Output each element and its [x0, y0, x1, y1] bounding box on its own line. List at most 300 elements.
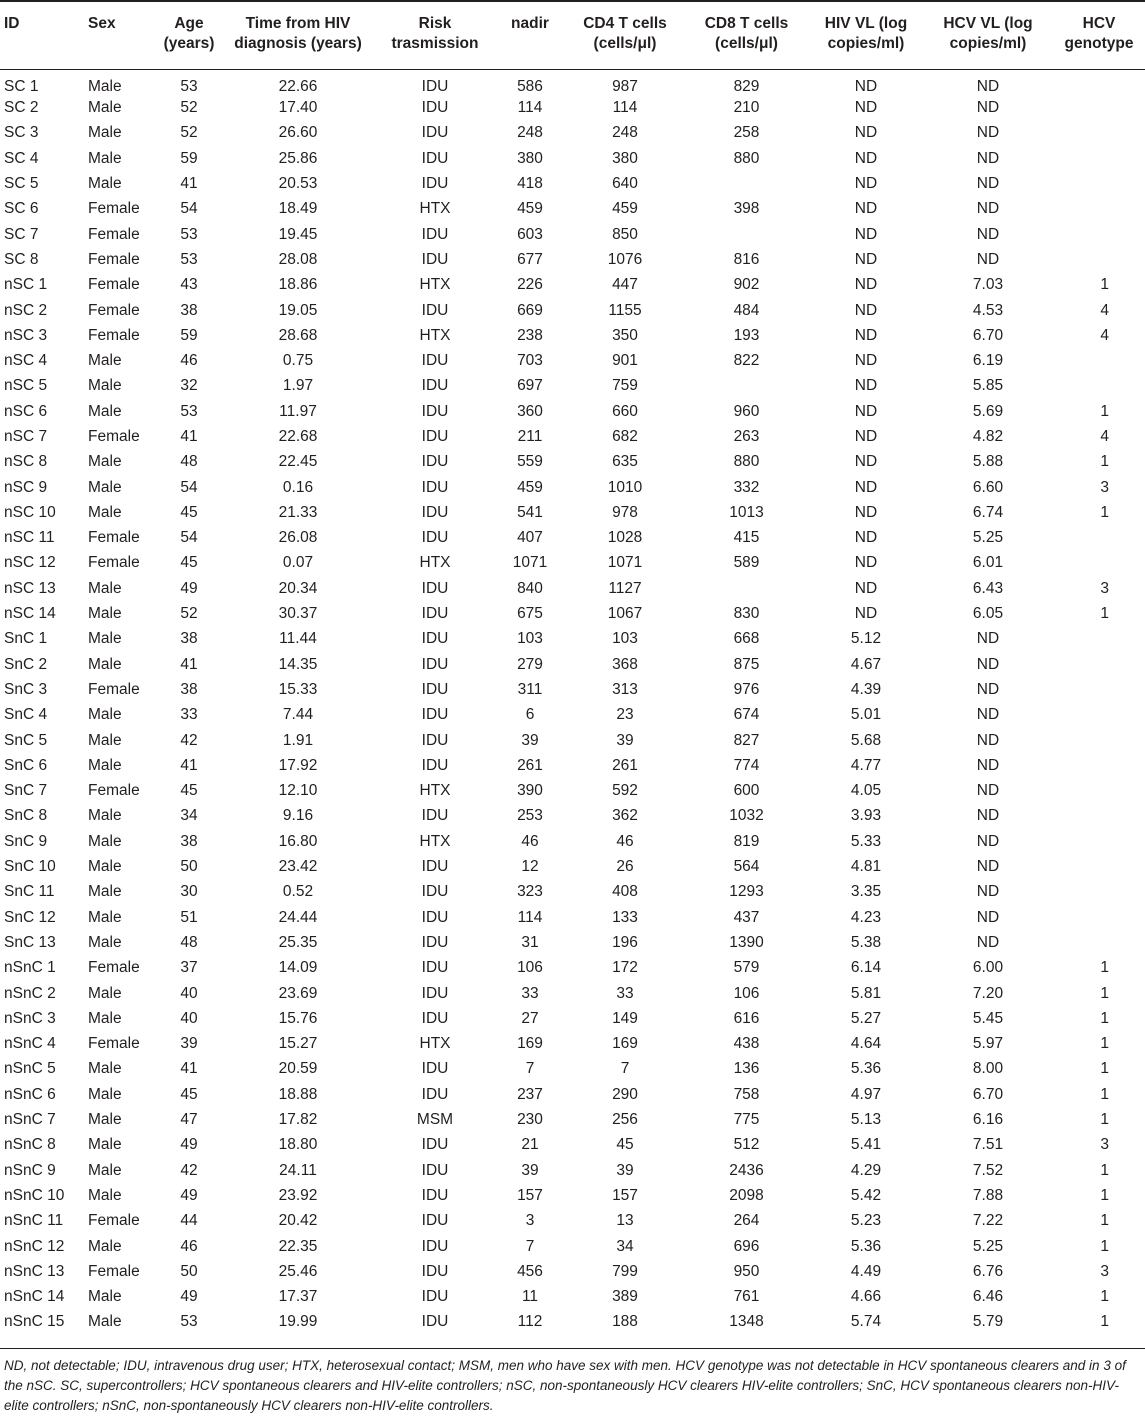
cell-sex: Female: [88, 326, 140, 344]
cell-age: 46: [180, 1237, 198, 1255]
cell-hcv-vl: 4.53: [972, 301, 1004, 319]
cell-hiv-vl: ND: [854, 200, 878, 218]
cell-hcv-genotype: [1053, 96, 1145, 121]
cell-hcv-genotype: [1053, 854, 1145, 879]
table-row: [0, 703, 1145, 728]
cell-hcv-genotype: [1053, 930, 1145, 955]
cell-hiv-vl: ND: [854, 276, 878, 294]
cell-sex: Male: [88, 579, 122, 597]
cell-nadir: 697: [517, 377, 543, 395]
table-row: [0, 399, 1145, 424]
column-header-line: Time from HIV: [245, 15, 351, 32]
cell-nadir: 3: [525, 1212, 535, 1230]
cell-sex: Female: [88, 1262, 140, 1280]
cell-age: 59: [180, 326, 198, 344]
cell-risk-transmission: IDU: [421, 959, 449, 977]
cell-time-from-hiv-diagnosis: 24.44: [278, 908, 318, 926]
cell-nadir: 1071: [512, 554, 548, 572]
cell-cd4-t-cells: 1010: [607, 478, 643, 496]
cell-age: 38: [180, 630, 198, 648]
cell-nadir: 238: [517, 326, 543, 344]
cell-hcv-vl: 7.03: [972, 276, 1004, 294]
cell-id: nSnC 12: [4, 1237, 65, 1255]
table-row: [0, 1107, 1145, 1132]
table-row: [0, 323, 1145, 348]
cell-cd4-t-cells: 39: [616, 1161, 634, 1179]
cell-sex: Male: [88, 630, 122, 648]
cell-id: nSnC 8: [4, 1136, 56, 1154]
cell-hiv-vl: 4.64: [850, 1035, 882, 1053]
cell-nadir: 840: [517, 579, 543, 597]
cell-cd4-t-cells: 1155: [608, 301, 642, 319]
cell-risk-transmission: IDU: [421, 1009, 449, 1027]
cell-nadir: 418: [517, 175, 543, 193]
cell-sex: Female: [88, 200, 140, 218]
cell-nadir: 459: [517, 200, 543, 218]
cell-hcv-genotype: 1: [1100, 984, 1109, 1002]
cell-age: 44: [180, 1212, 198, 1230]
cell-nadir: 407: [517, 529, 543, 547]
cell-id: nSC 1: [4, 276, 48, 294]
cell-hcv-genotype: [1053, 526, 1145, 551]
column-header-line: Age: [174, 15, 204, 32]
cell-cd4-t-cells: 987: [612, 77, 638, 95]
cell-risk-transmission: MSM: [416, 1111, 454, 1129]
cell-age: 41: [180, 428, 198, 445]
table-row: [0, 1158, 1145, 1183]
cell-hiv-vl: ND: [854, 453, 878, 471]
cell-cd8-t-cells: 774: [733, 756, 760, 774]
cell-time-from-hiv-diagnosis: 18.86: [278, 276, 318, 294]
cell-sex: Female: [88, 276, 140, 294]
cell-hcv-vl: 7.51: [972, 1136, 1004, 1154]
cell-cd8-t-cells: 950: [733, 1262, 760, 1280]
cell-cd8-t-cells: 600: [733, 782, 760, 800]
cell-sex: Male: [88, 1136, 122, 1154]
cell-cd8-t-cells: 1032: [729, 807, 764, 825]
cell-hiv-vl: ND: [854, 503, 878, 521]
cell-hcv-vl: 5.25: [972, 1237, 1004, 1255]
cell-hcv-vl: 6.19: [972, 352, 1004, 370]
table-row: [0, 930, 1145, 955]
cell-hcv-genotype: 1: [1100, 453, 1109, 471]
cell-hcv-vl: 6.60: [972, 478, 1004, 496]
cell-cd8-t-cells: 415: [733, 529, 760, 547]
cell-nadir: 703: [517, 352, 543, 370]
cell-risk-transmission: IDU: [421, 453, 449, 471]
column-header-line: Sex: [88, 15, 116, 32]
cell-cd4-t-cells: 635: [612, 453, 638, 471]
cell-hcv-vl: 5.79: [972, 1313, 1004, 1331]
cell-cd8-t-cells: 761: [733, 1288, 760, 1306]
cell-cd8-t-cells: 258: [733, 124, 760, 142]
cell-nadir: 323: [517, 883, 543, 901]
cell-risk-transmission: IDU: [421, 428, 449, 445]
cell-age: 45: [180, 1085, 198, 1103]
cell-sex: Female: [88, 959, 140, 977]
table-row: [0, 222, 1145, 247]
cell-id: nSnC 7: [4, 1111, 56, 1129]
cell-hcv-genotype: [1053, 753, 1145, 778]
cell-time-from-hiv-diagnosis: 15.33: [278, 680, 318, 698]
cell-cd8-t-cells: 960: [733, 402, 760, 420]
cell-id: nSnC 2: [4, 984, 56, 1002]
cell-age: 49: [180, 579, 198, 597]
table-body: [0, 69, 1145, 1335]
cell-hiv-vl: 4.81: [850, 858, 882, 876]
cell-cd8-t-cells: 830: [733, 605, 760, 623]
cell-hcv-vl: ND: [976, 933, 1000, 951]
cell-nadir: 226: [517, 276, 543, 294]
cell-hiv-vl: 5.36: [850, 1237, 882, 1255]
cell-hiv-vl: 5.38: [850, 933, 882, 951]
cell-hiv-vl: ND: [854, 478, 878, 496]
cell-sex: Male: [88, 99, 122, 117]
cell-risk-transmission: HTX: [419, 782, 451, 800]
cell-hcv-genotype: 1: [1100, 1060, 1109, 1078]
cell-id: nSnC 10: [4, 1186, 65, 1204]
cell-age: 45: [180, 782, 198, 800]
cell-hcv-vl: ND: [976, 883, 1000, 901]
cell-hcv-genotype: 1: [1100, 1161, 1109, 1179]
table-row: [0, 677, 1145, 702]
cell-sex: Female: [88, 225, 140, 243]
cell-time-from-hiv-diagnosis: 21.33: [278, 503, 318, 521]
cell-cd8-t-cells: [684, 222, 809, 247]
cell-cd4-t-cells: 290: [612, 1085, 638, 1103]
table-row: [0, 424, 1145, 449]
cell-cd8-t-cells: 438: [733, 1035, 760, 1053]
table-row: [0, 576, 1145, 601]
cell-hcv-genotype: [1053, 728, 1145, 753]
cell-hcv-genotype: [1053, 804, 1145, 829]
cell-cd8-t-cells: 437: [733, 908, 760, 926]
cell-cd4-t-cells: 13: [616, 1212, 634, 1230]
cell-cd8-t-cells: 1390: [729, 933, 764, 951]
cell-hcv-genotype: 1: [1100, 503, 1109, 521]
cell-time-from-hiv-diagnosis: 22.66: [278, 77, 318, 95]
column-header-line: genotype: [1064, 35, 1134, 52]
cell-time-from-hiv-diagnosis: 28.68: [278, 326, 318, 344]
cell-sex: Male: [88, 706, 122, 724]
cell-risk-transmission: HTX: [419, 832, 451, 850]
cell-hcv-vl: 6.01: [972, 554, 1004, 572]
cell-hiv-vl: 3.93: [850, 807, 882, 825]
cell-id: SnC 1: [4, 630, 48, 648]
table-row: [0, 1284, 1145, 1309]
cell-nadir: 380: [517, 149, 543, 167]
cell-risk-transmission: IDU: [421, 630, 449, 648]
cell-sex: Male: [88, 883, 122, 901]
cell-nadir: 39: [521, 731, 539, 749]
column-header-hiv-vl: [809, 1, 923, 69]
cell-id: nSnC 9: [4, 1161, 56, 1179]
cell-cd8-t-cells: 976: [733, 680, 760, 698]
cell-hiv-vl: 4.67: [850, 655, 882, 673]
cell-cd8-t-cells: 827: [733, 731, 760, 749]
cell-time-from-hiv-diagnosis: 17.92: [278, 756, 318, 774]
cell-hcv-vl: 5.85: [972, 377, 1004, 395]
cell-nadir: 7: [525, 1237, 535, 1255]
cell-sex: Female: [88, 250, 140, 268]
cell-hcv-vl: ND: [976, 858, 1000, 876]
cell-sex: Male: [88, 832, 122, 850]
cell-nadir: 27: [521, 1009, 539, 1027]
cell-sex: Male: [88, 453, 122, 471]
cell-time-from-hiv-diagnosis: 24.11: [279, 1161, 317, 1179]
cell-hcv-genotype: 1: [1100, 605, 1109, 623]
cell-hcv-vl: 4.82: [972, 428, 1004, 445]
table-row: [0, 450, 1145, 475]
table-row: [0, 1082, 1145, 1107]
cell-age: 49: [180, 1186, 198, 1204]
cell-risk-transmission: IDU: [421, 175, 449, 193]
cell-risk-transmission: IDU: [421, 124, 449, 142]
table-row: [0, 1259, 1145, 1284]
cell-hcv-vl: 6.43: [972, 579, 1004, 597]
cell-cd4-t-cells: 1067: [607, 605, 643, 623]
cell-risk-transmission: HTX: [419, 554, 451, 572]
table-row: [0, 1057, 1145, 1082]
cell-hiv-vl: ND: [854, 428, 878, 445]
cell-hcv-genotype: 1: [1100, 1237, 1109, 1255]
cell-time-from-hiv-diagnosis: 12.10: [278, 782, 318, 800]
cell-hcv-genotype: 1: [1100, 959, 1109, 977]
cell-nadir: 11: [521, 1288, 539, 1306]
cell-hcv-vl: ND: [976, 832, 1000, 850]
cell-sex: Male: [88, 402, 122, 420]
cell-age: 43: [180, 276, 198, 294]
table-row: [0, 247, 1145, 272]
column-header-sex: [84, 1, 158, 69]
cell-cd4-t-cells: 1028: [607, 529, 643, 547]
column-header-hcv-genotype: [1053, 1, 1145, 69]
cell-sex: Female: [88, 301, 140, 319]
cell-risk-transmission: IDU: [421, 1161, 449, 1179]
cell-age: 45: [180, 503, 198, 521]
cell-cd8-t-cells: 880: [733, 149, 760, 167]
table-row: [0, 880, 1145, 905]
cell-risk-transmission: IDU: [421, 807, 449, 825]
cell-age: 41: [180, 756, 198, 774]
cell-age: 53: [180, 250, 198, 268]
cell-age: 40: [180, 984, 198, 1002]
cell-cd4-t-cells: 799: [612, 1262, 638, 1280]
cell-hcv-vl: ND: [976, 175, 1000, 193]
table-row: [0, 374, 1145, 399]
cell-sex: Female: [88, 782, 140, 800]
cell-age: 34: [180, 807, 198, 825]
cell-hcv-genotype: [1053, 374, 1145, 399]
cell-time-from-hiv-diagnosis: 26.08: [278, 529, 318, 547]
table-row: [0, 753, 1145, 778]
cell-cd8-t-cells: 210: [733, 99, 760, 117]
cell-age: 41: [180, 1060, 198, 1078]
cell-risk-transmission: IDU: [421, 1212, 449, 1230]
cell-age: 47: [180, 1111, 198, 1129]
cell-time-from-hiv-diagnosis: 22.45: [278, 453, 318, 471]
cell-age: 59: [180, 149, 198, 167]
cell-risk-transmission: IDU: [421, 756, 449, 774]
cell-cd8-t-cells: 902: [733, 276, 760, 294]
cell-hcv-vl: 7.22: [972, 1212, 1004, 1230]
cell-hcv-vl: 5.45: [972, 1009, 1004, 1027]
cell-hcv-vl: ND: [976, 655, 1000, 673]
table-header-row: [0, 1, 1145, 69]
table-row: [0, 526, 1145, 551]
column-header-nadir: [494, 1, 566, 69]
cell-cd4-t-cells: 39: [616, 731, 634, 749]
cell-nadir: 390: [517, 782, 543, 800]
cell-cd8-t-cells: 193: [733, 326, 760, 344]
cell-cd4-t-cells: 103: [612, 630, 638, 648]
cell-id: nSC 6: [4, 402, 48, 420]
cell-time-from-hiv-diagnosis: 20.34: [278, 579, 318, 597]
cell-age: 51: [180, 908, 198, 926]
cell-cd4-t-cells: 7: [620, 1060, 630, 1078]
cell-cd8-t-cells: 512: [733, 1136, 760, 1154]
cell-risk-transmission: IDU: [421, 225, 449, 243]
cell-hcv-genotype: [1053, 197, 1145, 222]
cell-risk-transmission: IDU: [421, 1186, 449, 1204]
cell-cd4-t-cells: 389: [612, 1288, 638, 1306]
column-header-line: CD8 T cells: [704, 15, 789, 32]
cell-hcv-genotype: 4: [1100, 301, 1109, 319]
cell-cd4-t-cells: 256: [612, 1111, 638, 1129]
cell-sex: Male: [88, 1111, 122, 1129]
table-row: [0, 854, 1145, 879]
table-row: [0, 171, 1145, 196]
cell-sex: Male: [88, 731, 122, 749]
cell-id: nSC 4: [4, 352, 48, 370]
cell-risk-transmission: IDU: [421, 77, 449, 95]
cell-nadir: 311: [517, 680, 543, 698]
cell-nadir: 279: [517, 655, 543, 673]
column-header-line: ID: [4, 15, 20, 32]
cell-cd4-t-cells: 759: [612, 377, 638, 395]
cell-hcv-vl: 7.52: [972, 1161, 1004, 1179]
cell-nadir: 541: [517, 503, 543, 521]
cell-nadir: 106: [517, 959, 543, 977]
cell-id: nSnC 14: [4, 1288, 65, 1306]
cell-hiv-vl: ND: [854, 554, 878, 572]
cell-nadir: 46: [521, 832, 539, 850]
table-row: [0, 1006, 1145, 1031]
cell-age: 39: [180, 1035, 198, 1053]
cell-hcv-genotype: [1053, 677, 1145, 702]
cell-nadir: 675: [517, 605, 543, 623]
cell-nadir: 248: [517, 124, 543, 142]
cell-risk-transmission: IDU: [421, 655, 449, 673]
cell-hcv-genotype: 1: [1100, 1035, 1109, 1053]
cell-hiv-vl: 4.29: [850, 1161, 882, 1179]
column-header-line: HCV VL (log: [943, 15, 1033, 32]
cell-time-from-hiv-diagnosis: 18.49: [278, 200, 318, 218]
cell-risk-transmission: IDU: [421, 1060, 449, 1078]
cell-hiv-vl: ND: [854, 250, 878, 268]
cell-id: SnC 7: [4, 782, 48, 800]
cell-hcv-vl: 6.00: [972, 959, 1004, 977]
cell-sex: Male: [88, 1237, 122, 1255]
cell-time-from-hiv-diagnosis: 17.40: [278, 99, 318, 117]
cell-id: nSC 10: [4, 503, 56, 521]
cell-cd4-t-cells: 408: [612, 883, 638, 901]
cell-sex: Male: [88, 655, 122, 673]
cell-time-from-hiv-diagnosis: 17.37: [278, 1288, 318, 1306]
cell-cd8-t-cells: [684, 171, 809, 196]
cell-sex: Male: [88, 1186, 122, 1204]
cell-hiv-vl: 5.13: [850, 1111, 882, 1129]
table-row: [0, 121, 1145, 146]
cell-time-from-hiv-diagnosis: 22.35: [278, 1237, 318, 1255]
cell-time-from-hiv-diagnosis: 28.08: [278, 250, 318, 268]
cell-age: 38: [180, 832, 198, 850]
cell-cd4-t-cells: 901: [612, 352, 638, 370]
cell-hiv-vl: 5.42: [850, 1186, 882, 1204]
cell-cd4-t-cells: 248: [612, 124, 638, 142]
cell-hcv-genotype: [1053, 121, 1145, 146]
cell-hcv-vl: ND: [976, 149, 1000, 167]
cell-risk-transmission: IDU: [421, 149, 449, 167]
cell-cd4-t-cells: 1127: [608, 579, 642, 597]
column-header-line: HIV VL (log: [824, 15, 908, 32]
cell-id: SC 5: [4, 175, 39, 193]
cell-time-from-hiv-diagnosis: 15.76: [278, 1009, 318, 1027]
cell-id: SnC 5: [4, 731, 48, 749]
cell-cd4-t-cells: 978: [612, 503, 638, 521]
column-header-risk-transmission: [376, 1, 494, 69]
cell-time-from-hiv-diagnosis: 20.53: [278, 175, 318, 193]
cell-cd4-t-cells: 26: [616, 858, 634, 876]
cell-hcv-vl: ND: [976, 630, 1000, 648]
cell-hiv-vl: 5.33: [850, 832, 882, 850]
cell-cd8-t-cells: 775: [733, 1111, 760, 1129]
cell-hcv-vl: 6.74: [972, 503, 1004, 521]
table-row: [0, 779, 1145, 804]
cell-time-from-hiv-diagnosis: 20.59: [278, 1060, 318, 1078]
cell-id: nSC 2: [4, 301, 48, 319]
cell-cd8-t-cells: 674: [733, 706, 760, 724]
cell-nadir: 677: [517, 250, 543, 268]
cell-hiv-vl: ND: [854, 352, 878, 370]
cell-id: nSC 5: [4, 377, 48, 395]
table-row: [0, 197, 1145, 222]
cell-nadir: 230: [517, 1111, 543, 1129]
cell-hcv-vl: 6.46: [972, 1288, 1004, 1306]
cell-id: SnC 11: [4, 883, 55, 901]
cell-cd8-t-cells: 822: [733, 352, 760, 370]
cell-cd8-t-cells: 829: [733, 77, 760, 95]
cell-sex: Male: [88, 1060, 122, 1078]
cell-hcv-vl: 6.16: [972, 1111, 1004, 1129]
cell-hcv-genotype: 1: [1100, 1009, 1109, 1027]
cell-cd4-t-cells: 172: [612, 959, 638, 977]
column-header-line: HCV: [1082, 15, 1116, 32]
cell-time-from-hiv-diagnosis: 0.75: [282, 352, 314, 370]
cell-cd4-t-cells: 45: [616, 1136, 634, 1154]
cell-hiv-vl: ND: [854, 529, 878, 547]
cell-hcv-vl: 6.05: [972, 605, 1004, 623]
cell-hiv-vl: 5.41: [850, 1136, 882, 1154]
cell-cd4-t-cells: 196: [612, 933, 638, 951]
column-header-age: [158, 1, 220, 69]
cell-id: nSC 8: [4, 453, 48, 471]
column-header-cd4-t-cells: [566, 1, 684, 69]
table-row: [0, 1133, 1145, 1158]
cell-time-from-hiv-diagnosis: 23.92: [278, 1186, 318, 1204]
cell-sex: Male: [88, 478, 122, 496]
cell-sex: Male: [88, 1313, 122, 1331]
